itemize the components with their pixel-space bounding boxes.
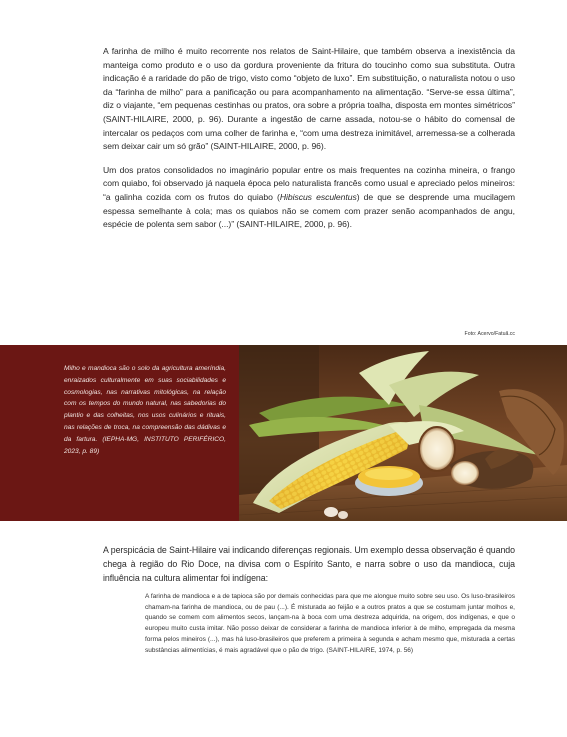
paragraph-perspicacia: A perspicácia de Saint-Hilaire vai indicando diferenças regionais. Um exemplo dessa observação é quando chega à região do Rio Doce, na divisa com o Espírito Santo, e narra sobre o uso da mandioca, cuja influência na cultura alimentar foi indígena: bbox=[103, 545, 515, 583]
species-name: Hibiscus esculentus bbox=[279, 191, 357, 202]
paragraph-frango-com-quiabo: Um dos pratos consolidados no imaginário popular entre os mais frequentes na cozinha mineira, o frango com quiabo, foi observado já naquela época pelo naturalista francês como usual e apreciado pelos mineiros: “a galinha cozida com os frutos do quiabo (Hibiscus esculentus) de que se desprende uma mucilagem espessa semelhante à cola; mas os quiabos não se comem com prazer senão acompanhados de angu, espécie de polenta sem sabor (...)” (SAINT-HILAIRE, 2000, p. 96). bbox=[103, 164, 516, 230]
body-text-top bbox=[103, 45, 515, 242]
corn-and-cassava-photo bbox=[239, 345, 567, 521]
body-text-bottom bbox=[103, 543, 515, 595]
paragraph-farinha-de-milho: A farinha de milho é muito recorrente nos relatos de Saint-Hilaire, que também observa a inexistência da manteiga como produto e o uso da gordura proveniente da fritura do toucinho como sua substituta. Outra indicação é a raridade do pão de trigo, visto como “objeto de luxo”. Em substituição, o naturalista notou o uso da “farinha de milho” para a panificação ou para acompanhamento na alimentação. “Serve-se essa última”, diz o viajante, “em pequenas cestinhas ou pratos, ora sobre a própria toalha, disposta em montes simétricos” (SAINT-HILAIRE, 2000, p. 96). Durante a ingestão de carne assada, notou-se o hábito do comensal de intercalar os pedaços com uma colher de farinha e, “com uma destreza inimitável, arremessa-se a colherada sem deixar cair um só grão” (SAINT-HILAIRE, 2000, p. 96). bbox=[103, 46, 515, 152]
image-band bbox=[0, 345, 567, 521]
block-quote: A farinha de mandioca e a de tapioca são por demais conhecidas para que me alongue muito sobre seu uso. Os luso-brasileiros chamam-na farinha de mandioca, ou de pau (...). É misturada ao feijão e a outros pratos a que se costumam juntar molhos e, quando se comem com alimentos secos, lançam-na à boca com uma destreza adquirida, na origem, dos indígenas, e que o europeu muito custa imitar. Não posso deixar de considerar a farinha de mandioca inferior à de milho, empregada da mesma forma pelos mineiros (...), mas há luso-brasileiros que preferem a primeira à segunda e acham mesmo que, misturada a certas substâncias alimentícias, é mais agradável que o pão de trigo. (SAINT-HILAIRE, 1974, p. 56) bbox=[145, 593, 515, 654]
caption-panel bbox=[0, 345, 239, 521]
photo-caption: Milho e mandioca são o solo da agricultura ameríndia, enraizados culturalmente em suas sociabilidades e cosmologias, nas narrativas mitológicas, na relação com os tempos do mundo natural, nas sabedorias do plantio e das colheitas, nos usos culinários e rituais, nas relações de troca, na compreensão das dádivas e da fartura. (IEPHA-MG, INSTITUTO PERIFÉRICO, 2023, p. 89) bbox=[64, 365, 226, 455]
photo-credit: Foto: Acervo/Fatuã.cc bbox=[464, 331, 515, 337]
